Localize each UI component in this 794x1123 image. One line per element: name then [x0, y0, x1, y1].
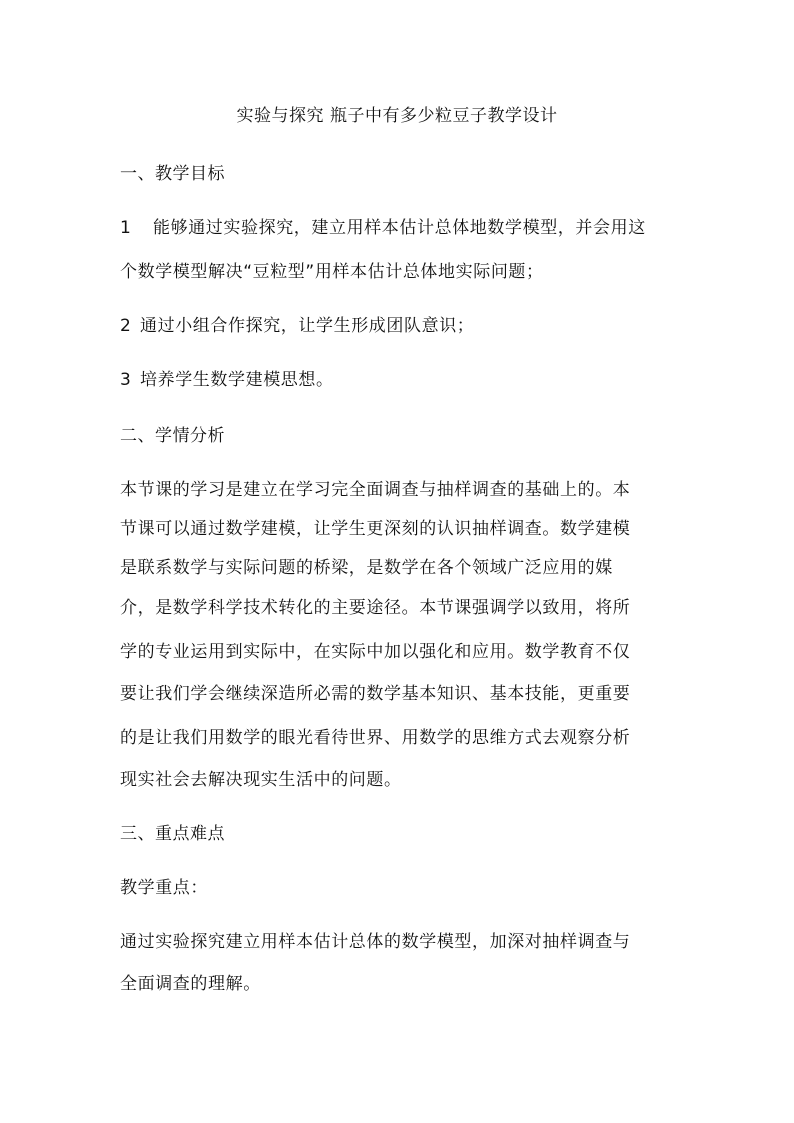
goal-number-2: 2 [120, 316, 132, 336]
analysis-line-3: 是联系数学与实际问题的桥梁，是数学在各个领域广泛应用的媒 [120, 558, 613, 578]
goal-number-3: 3 [120, 370, 132, 390]
section-heading-key-points: 三、重点难点 [120, 824, 225, 844]
analysis-line-2: 节课可以通过数学建模，让学生更深刻的认识抽样调查。数学建模 [120, 519, 631, 539]
key-points-line-2: 全面调查的理解。 [120, 974, 261, 994]
section-heading-analysis: 二、学情分析 [120, 426, 225, 446]
goal-2-text: 通过小组合作探究，让学生形成团队意识； [140, 316, 475, 336]
analysis-line-4: 介，是数学科学技术转化的主要途径。本节课强调学以致用，将所 [120, 598, 631, 618]
key-points-subheading: 教学重点： [120, 878, 208, 898]
key-points-line-1: 通过实验探究建立用样本估计总体的数学模型，加深对抽样调查与 [120, 932, 631, 952]
goal-1-line-2: 个数学模型解决“豆粒型”用样本估计总体地实际问题； [120, 262, 544, 282]
analysis-line-1: 本节课的学习是建立在学习完全面调查与抽样调查的基础上的。本 [120, 480, 631, 500]
analysis-line-6: 要让我们学会继续深造所必需的数学基本知识、基本技能，更重要 [120, 684, 631, 704]
analysis-line-5: 学的专业运用到实际中，在实际中加以强化和应用。数学教育不仅 [120, 642, 631, 662]
document-title: 实验与探究 瓶子中有多少粒豆子教学设计 [236, 106, 558, 126]
goal-2 [120, 314, 680, 338]
goal-3 [120, 368, 680, 392]
goal-3-text: 培养学生数学建模思想。 [140, 370, 334, 390]
section-heading-objectives: 一、教学目标 [120, 164, 225, 184]
analysis-line-7: 的是让我们用数学的眼光看待世界、用数学的思维方式去观察分析 [120, 728, 631, 748]
goal-1-line-1 [120, 216, 680, 240]
goal-1-text-1: 能够通过实验探究，建立用样本估计总体地数学模型，并会用这 [153, 218, 646, 238]
analysis-line-8: 现实社会去解决现实生活中的问题。 [120, 770, 402, 790]
goal-number-1: 1 [120, 218, 132, 238]
